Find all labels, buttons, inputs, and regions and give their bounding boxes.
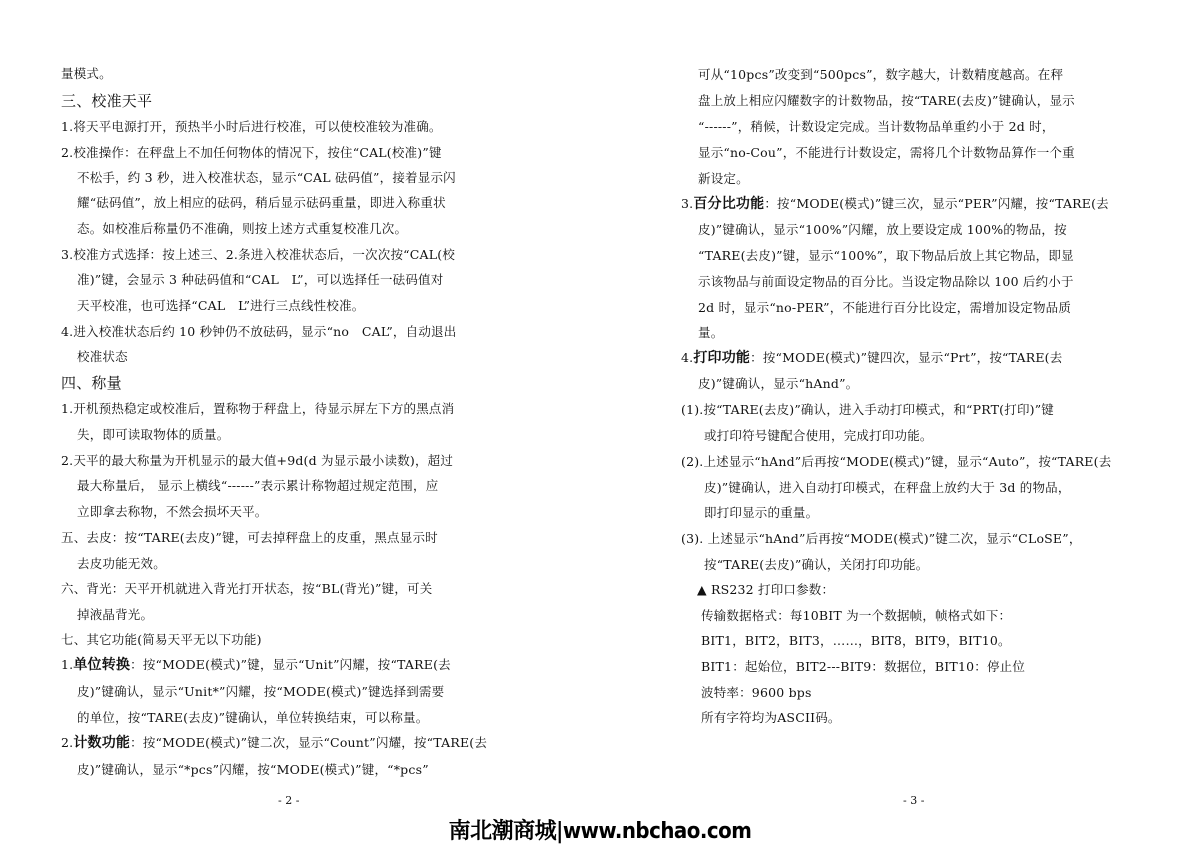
- text-line: 量模式。: [61, 66, 112, 81]
- text-line: 皮)”键确认，显示“hAnd”。: [698, 376, 859, 391]
- text-line: 盘上放上相应闪耀数字的计数物品，按“TARE(去皮)”键确认，显示: [698, 93, 1075, 108]
- text-line: 量。: [698, 325, 724, 340]
- text-line: 或打印符号键配合使用，完成打印功能。: [704, 428, 933, 443]
- text-line: 按“TARE(去皮)”确认，关闭打印功能。: [704, 557, 929, 572]
- item-text: ：按“MODE(模式)”键四次，显示“Prt”，按“TARE(去: [750, 350, 1063, 365]
- item-counting: [61, 735, 487, 751]
- text-line: BIT1：起始位，BIT2---BIT9：数据位，BIT10：停止位: [701, 659, 1026, 674]
- text-line: (3). 上述显示“hAnd”后再按“MODE(模式)”键二次，显示“CLoSE”，: [681, 531, 1082, 546]
- text-line: 立即拿去称物，不然会损坏天平。: [77, 504, 268, 519]
- section-heading-backlight: 六、背光：天平开机就进入背光打开状态，按“BL(背光)”键，可关: [61, 581, 433, 596]
- text-line: 所有字符均为ASCII码。: [701, 710, 841, 725]
- item-text: ：按“MODE(模式)”键三次，显示“PER”闪耀，按“TARE(去: [764, 196, 1109, 211]
- item-percentage: [681, 196, 1109, 212]
- text-line: 不松手，约 3 秒，进入校准状态，显示“CAL 砝码值”，接着显示闪: [77, 170, 456, 185]
- item-number: 3.: [681, 196, 694, 211]
- text-line: 皮)”键确认，显示“*pcs”闪耀，按“MODE(模式)”键，“*pcs”: [77, 762, 429, 777]
- item-title: 计数功能: [73, 735, 131, 751]
- text-line: 2.天平的最大称量为开机显示的最大值+9d(d 为显示最小读数)，超过: [61, 453, 454, 468]
- text-line: 皮)”键确认，进入自动打印模式，在秤盘上放约大于 3d 的物品，: [704, 480, 1071, 495]
- text-line: 皮)”键确认，显示“100%”闪耀，放上要设定成 100%的物品，按: [698, 222, 1067, 237]
- text-line: “------”，稍候，计数设定完成。当计数物品单重约小于 2d 时，: [698, 119, 1055, 134]
- text-line: 天平校准，也可选择“CAL L”进行三点线性校准。: [77, 298, 365, 313]
- item-number: 1.: [61, 657, 74, 672]
- item-unit-conversion: [61, 657, 451, 673]
- text-line: 即打印显示的重量。: [704, 505, 819, 520]
- item-title: 打印功能: [693, 350, 751, 366]
- text-line: 最大称量后， 显示上横线“------”表示累计称物超过规定范围，应: [77, 478, 439, 493]
- footer-watermark: 南北潮商城|www.nbchao.com: [448, 819, 752, 844]
- text-line: 2.校准操作：在秤盘上不加任何物体的情况下，按住“CAL(校准)”键: [61, 145, 442, 160]
- text-line: BIT1，BIT2，BIT3，……，BIT8，BIT9，BIT10。: [701, 633, 1011, 648]
- text-line: 1.将天平电源打开，预热半小时后进行校准，可以使校准较为准确。: [61, 119, 442, 134]
- item-number: 2.: [61, 735, 74, 750]
- text-line: “TARE(去皮)”键，显示“100%”，取下物品后放上其它物品，即显: [698, 248, 1074, 263]
- text-line: 波特率：9600 bps: [701, 685, 812, 700]
- item-title: 百分比功能: [693, 196, 765, 212]
- text-line: 耀“砝码值”，放上相应的砝码，稍后显示砝码重量，即进入称重状: [77, 195, 446, 210]
- text-line: 准)”键，会显示 3 种砝码值和“CAL L”，可以选择任一砝码值对: [77, 272, 444, 287]
- item-text: ：按“MODE(模式)”键，显示“Unit”闪耀，按“TARE(去: [130, 657, 451, 672]
- right-page: [600, 0, 1200, 848]
- text-line: 传输数据格式：每10BIT 为一个数据帧，帧格式如下：: [701, 608, 1012, 623]
- text-line: 皮)”键确认，显示“Unit*”闪耀，按“MODE(模式)”键选择到需要: [77, 684, 445, 699]
- text-line: 显示“no-Cou”，不能进行计数设定，需将几个计数物品算作一个重: [698, 145, 1075, 160]
- text-line: 失，即可读取物体的质量。: [77, 427, 230, 442]
- item-title: 单位转换: [73, 657, 131, 673]
- text-line: 3.校准方式选择：按上述三、2.条进入校准状态后，一次次按“CAL(校: [61, 247, 456, 262]
- text-line: 2d 时，显示“no-PER”，不能进行百分比设定，需增加设定物品质: [698, 300, 1072, 315]
- text-line: 1.开机预热稳定或校准后，置称物于秤盘上，待显示屏左下方的黑点消: [61, 401, 455, 416]
- section-heading-weighing: 四、称量: [61, 374, 122, 392]
- rs232-heading: ▲ RS232 打印口参数：: [697, 582, 835, 597]
- text-line: 态。如校准后称量仍不准确，则按上述方式重复校准几次。: [77, 221, 408, 236]
- item-number: 4.: [681, 350, 694, 365]
- text-line: 可从“10pcs”改变到“500pcs”，数字越大，计数精度越高。在秤: [698, 67, 1064, 82]
- section-heading-other-functions: 七、其它功能(简易天平无以下功能): [61, 632, 262, 647]
- text-line: 的单位，按“TARE(去皮)”键确认，单位转换结束，可以称量。: [77, 710, 429, 725]
- page-number: - 2 -: [278, 794, 300, 807]
- text-line: 新设定。: [698, 171, 749, 186]
- text-line: (2).上述显示“hAnd”后再按“MODE(模式)”键，显示“Auto”，按“TARE(去: [681, 454, 1112, 469]
- section-heading-calibration: 三、校准天平: [61, 92, 153, 110]
- item-text: ：按“MODE(模式)”键二次，显示“Count”闪耀，按“TARE(去: [130, 735, 488, 750]
- text-line: 示该物品与前面设定物品的百分比。当设定物品除以 100 后约小于: [698, 274, 1074, 289]
- item-printing: [681, 350, 1062, 366]
- section-heading-tare: 五、去皮：按“TARE(去皮)”键，可去掉秤盘上的皮重，黑点显示时: [61, 530, 438, 545]
- text-line: 4.进入校准状态后约 10 秒钟仍不放砝码，显示“no CAL”，自动退出: [61, 324, 457, 339]
- text-line: 掉液晶背光。: [77, 607, 154, 622]
- text-line: (1).按“TARE(去皮)”确认，进入手动打印模式，和“PRT(打印)”键: [681, 402, 1055, 417]
- page-number: - 3 -: [903, 794, 925, 807]
- text-line: 校准状态: [77, 349, 128, 364]
- text-line: 去皮功能无效。: [77, 556, 166, 571]
